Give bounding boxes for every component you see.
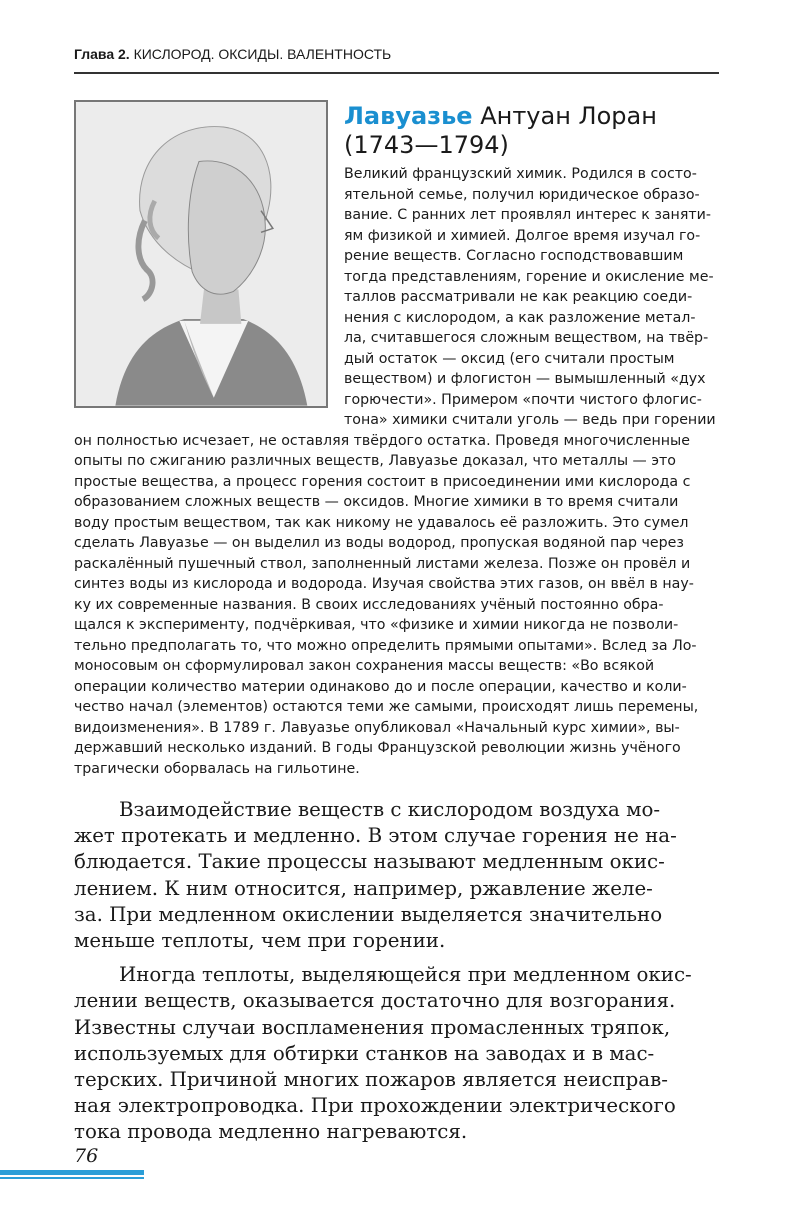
bio-line: ку их современные названия. В своих исследованиях учёный постоянно обра-	[74, 596, 664, 613]
bio-line: раскалённый пушечный ствол, заполненный листами железа. Позже он провёл и	[74, 555, 691, 572]
text-line: ная электропроводка. При прохождении электрического	[74, 1094, 676, 1118]
text-line: жет протекать и медленно. В этом случае горения не на-	[74, 824, 677, 848]
paragraph-2	[74, 962, 721, 1145]
main-text	[74, 797, 721, 1146]
bio-line: моносовым он сформулировал закон сохранения массы веществ: «Во всякой	[74, 658, 655, 674]
bio-line: простые вещества, а процесс горения состоит в присоединении ими кислорода с	[74, 473, 691, 490]
bio-surname: Лавуазье	[344, 102, 473, 130]
text-line: лении веществ, оказывается достаточно для возгорания.	[74, 989, 676, 1013]
bio-line: тона» химики считали уголь — ведь при горении	[344, 412, 716, 428]
bio-line: ятельной семье, получил юридическое образо-	[344, 186, 700, 203]
bio-line: ла, считавшегося сложным веществом, на твёр-	[344, 330, 709, 346]
paragraph-1	[74, 797, 721, 954]
bio-line: щался к эксперименту, подчёркивая, что «физике и химии никогда не позволи-	[74, 617, 679, 633]
text-line: Иногда теплоты, выделяющейся при медленном окис-	[119, 963, 692, 987]
bio-line: таллов рассматривали не как реакцию соеди-	[344, 289, 693, 305]
running-header	[74, 46, 719, 74]
biography-text	[74, 164, 721, 779]
bio-line: ям физикой и химией. Долгое время изучал го-	[344, 227, 701, 244]
page-number: 76	[74, 1145, 99, 1167]
chapter-number: Глава 2.	[74, 46, 130, 62]
text-line: используемых для обтирки станков на заводах и в мас-	[74, 1041, 655, 1065]
text-line: Взаимодействие веществ с кислородом воздуха мо-	[119, 798, 661, 821]
bio-years: (1743—1794)	[344, 131, 509, 159]
bio-line: тельно предполагать то, что можно определить прямыми опытами». Вслед за Ло-	[74, 637, 697, 654]
text-line: за. При медленном окислении выделяется значительно	[74, 902, 663, 926]
bio-line: Великий французский химик. Родился в состо-	[344, 166, 697, 182]
bio-line: державший несколько изданий. В годы Французской революции жизнь учёного	[74, 740, 681, 756]
text-line: лением. К ним относится, например, ржавление желе-	[74, 876, 653, 900]
text-line: меньше теплоты, чем при горении.	[74, 929, 446, 953]
chapter-title: КИСЛОРОД. ОКСИДЫ. ВАЛЕНТНОСТЬ	[133, 46, 392, 62]
bio-line: нения с кислородом, а как разложение метал-	[344, 309, 696, 326]
bio-line: операции количество материи одинаково до и после операции, качество и коли-	[74, 678, 687, 695]
bio-line: сделать Лавуазье — он выделил из воды водород, пропуская водяной пар через	[74, 535, 684, 551]
bio-line: воду простым веществом, так как никому не удавалось её разложить. Это сумел	[74, 514, 689, 531]
bio-line: горючести». Примером «почти чистого флогис-	[344, 391, 702, 408]
footer-bar-thin	[0, 1177, 144, 1179]
bio-line: тогда представлениям, горение и окисление ме-	[344, 268, 714, 285]
bio-line: он полностью исчезает, не оставляя твёрдого остатка. Проведя многочисленные	[74, 432, 690, 449]
bio-line: трагически оборвалась на гильотине.	[74, 760, 360, 777]
bio-heading	[344, 102, 724, 160]
bio-line: веществом) и флогистон — вымышленный «дух	[344, 371, 706, 387]
bio-line: рение веществ. Согласно господствовавшим	[344, 248, 684, 264]
text-line: тока провода медленно нагреваются.	[74, 1120, 468, 1144]
bio-line: синтез воды из кислорода и водорода. Изучая свойства этих газов, он ввёл в нау-	[74, 576, 694, 592]
bio-line: чество начал (элементов) остаются теми же самыми, происходят лишь перемены,	[74, 699, 699, 715]
text-line: терских. Причиной многих пожаров является неисправ-	[74, 1068, 668, 1092]
bio-line: вание. С ранних лет проявлял интерес к заняти-	[344, 207, 711, 223]
bio-given-name: Антуан Лоран	[480, 102, 657, 130]
bio-line: опыты по сжиганию различных веществ, Лавуазье доказал, что металлы — это	[74, 453, 676, 469]
text-line: Известны случаи воспламенения промасленных тряпок,	[74, 1015, 671, 1039]
footer-bar	[0, 1170, 144, 1175]
bio-line: видоизменения». В 1789 г. Лавуазье опубликовал «Начальный курс химии», вы-	[74, 719, 680, 736]
bio-line: образованием сложных веществ — оксидов. Многие химики в то время считали	[74, 494, 679, 510]
bio-line: дый остаток — оксид (его считали простым	[344, 350, 675, 367]
text-line: блюдается. Такие процессы называют медленным окис-	[74, 850, 665, 874]
